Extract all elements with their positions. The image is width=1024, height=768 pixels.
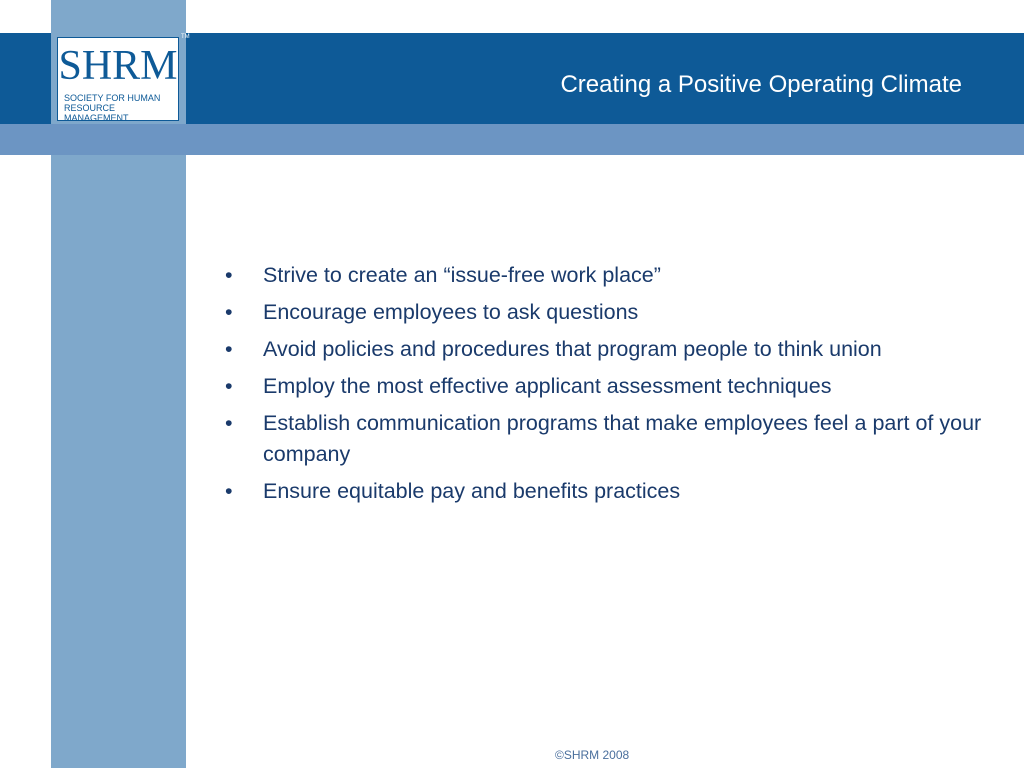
- bullet-item: [225, 297, 1005, 328]
- logo-tagline: SOCIETY FOR HUMAN RESOURCE MANAGEMENT: [64, 93, 161, 123]
- bullet-text: Encourage employees to ask questions: [263, 300, 639, 324]
- logo-mark: [57, 37, 179, 121]
- slide-title: Creating a Positive Operating Climate: [560, 71, 962, 98]
- bullet-text: Ensure equitable pay and benefits practices: [263, 479, 681, 503]
- bullet-list: [225, 260, 1005, 513]
- bullet-dot: •: [225, 411, 233, 435]
- sub-band: [0, 124, 1024, 155]
- bullet-item: [225, 408, 1005, 470]
- bullet-dot: •: [225, 479, 233, 503]
- bullet-text: Establish communication programs that make employees feel a part of your company: [263, 411, 982, 466]
- trademark-symbol: TM: [181, 34, 190, 40]
- bullet-dot: •: [225, 337, 233, 361]
- bullet-item: [225, 260, 1005, 291]
- bullet-dot: •: [225, 263, 233, 287]
- copyright-footer: ©SHRM 2008: [555, 748, 630, 762]
- shrm-logo: [51, 33, 190, 124]
- bullet-text: Employ the most effective applicant assessment techniques: [263, 374, 832, 398]
- bullet-text: Avoid policies and procedures that program people to think union: [263, 337, 882, 361]
- logo-wordmark: SHRM: [58, 43, 178, 89]
- bullet-item: [225, 476, 1005, 507]
- bullet-dot: •: [225, 300, 233, 324]
- bullet-dot: •: [225, 374, 233, 398]
- bullet-text: Strive to create an “issue-free work place”: [263, 263, 661, 287]
- bullet-item: [225, 371, 1005, 402]
- bullet-item: [225, 334, 1005, 365]
